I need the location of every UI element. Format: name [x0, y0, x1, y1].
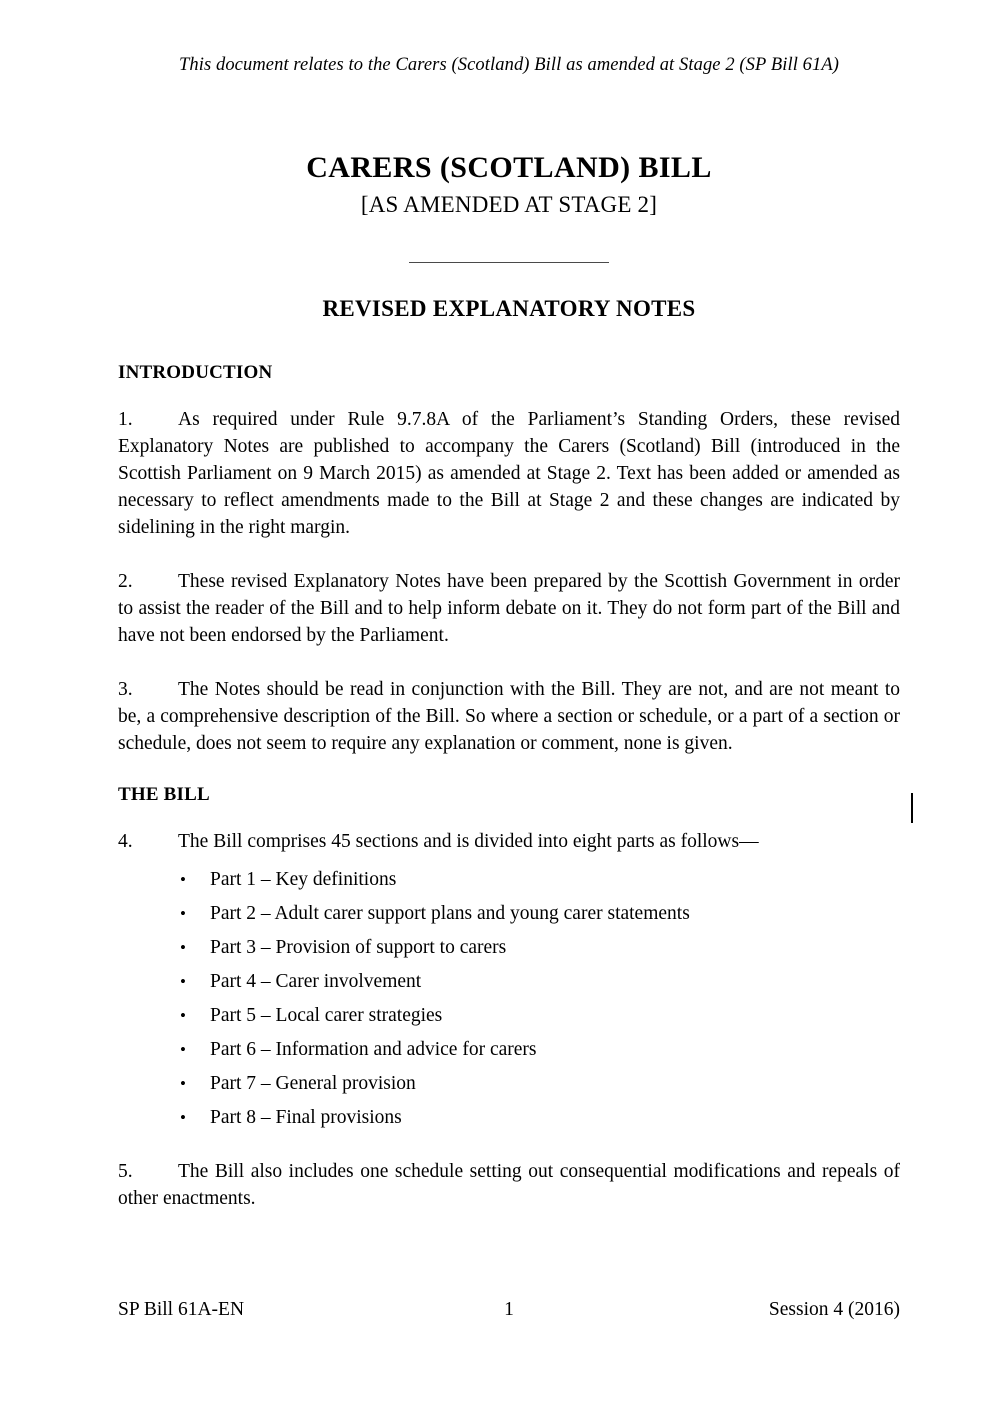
bill-parts-list	[118, 866, 900, 1131]
bill-part-label: Part 7 – General provision	[210, 1073, 416, 1094]
document-body	[118, 362, 900, 1212]
bill-title: CARERS (SCOTLAND) BILL	[306, 151, 712, 184]
bill-part-label: Part 4 – Carer involvement	[210, 971, 422, 992]
bullet-icon: •	[180, 1006, 186, 1025]
paragraph-4-text: The Bill comprises 45 sections and is divided into eight parts as follows—	[178, 831, 759, 852]
bill-part-label: Part 3 – Provision of support to carers	[210, 937, 507, 958]
horizontal-rule	[409, 262, 609, 263]
running-header: This document relates to the Carers (Scotland) Bill as amended at Stage 2 (SP Bill 61A)	[178, 55, 840, 75]
paragraph-5	[118, 1158, 900, 1212]
title-separator	[118, 262, 900, 263]
heading-introduction: INTRODUCTION	[118, 362, 273, 383]
paragraph-1-number: 1.	[118, 409, 133, 430]
bill-part-label: Part 5 – Local carer strategies	[210, 1005, 443, 1026]
list-item	[118, 866, 900, 893]
paragraph-1	[118, 406, 900, 541]
spacer	[118, 384, 900, 406]
list-item	[118, 934, 900, 961]
paragraph-4-number: 4.	[118, 831, 133, 852]
bullet-icon: •	[180, 938, 186, 957]
bill-part-label: Part 8 – Final provisions	[210, 1107, 402, 1128]
bullet-icon: •	[180, 972, 186, 991]
footer-session: Session 4 (2016)	[768, 1299, 900, 1320]
bullet-icon: •	[180, 1108, 186, 1127]
bill-part-label: Part 1 – Key definitions	[210, 869, 397, 890]
list-item	[118, 900, 900, 927]
paragraph-5-number: 5.	[118, 1161, 133, 1182]
paragraph-2-number: 2.	[118, 571, 133, 592]
paragraph-3	[118, 676, 900, 757]
spacer	[118, 757, 900, 784]
paragraph-5-text: The Bill also includes one schedule setting out consequential modifications and repeals of other enactments.	[118, 1161, 900, 1209]
list-item	[118, 968, 900, 995]
spacer	[118, 806, 900, 828]
heading-the-bill: THE BILL	[118, 784, 210, 805]
footer-page-number: 1	[504, 1299, 514, 1320]
bill-part-label: Part 6 – Information and advice for carers	[210, 1039, 537, 1060]
bullet-icon: •	[180, 1040, 186, 1059]
list-item	[118, 1104, 900, 1131]
paragraph-2	[118, 568, 900, 649]
paragraph-1-text: As required under Rule 9.7.8A of the Parliament’s Standing Orders, these revised Explanatory Notes are published to accompany the Carers (Scotland) Bill (introduced in the Scottish Parliament on 9 March 2015) as amended at Stage 2. Text has been added or amended as necessary to reflect amendments made to the Bill at Stage 2 and these changes are indicated by sidelining in the right margin.	[118, 409, 900, 538]
bullet-icon: •	[180, 1074, 186, 1093]
spacer	[118, 1131, 900, 1158]
paragraph-3-text: The Notes should be read in conjunction with the Bill. They are not, and are not meant to be, a comprehensive description of the Bill. So where a section or schedule, or a part of a section or schedule, does not seem to require any explanation or comment, none is given.	[118, 679, 900, 754]
title-block	[118, 150, 900, 322]
sideline-change-bar	[911, 793, 913, 823]
list-item	[118, 1002, 900, 1029]
spacer	[118, 649, 900, 676]
bill-part-label: Part 2 – Adult carer support plans and young carer statements	[210, 903, 690, 924]
paragraph-2-text: These revised Explanatory Notes have been prepared by the Scottish Government in order to assist the reader of the Bill and to help inform debate on it. They do not form part of the Bill and have not been endorsed by the Parliament.	[118, 571, 900, 646]
bill-subtitle: [AS AMENDED AT STAGE 2]	[360, 192, 658, 218]
list-item	[118, 1070, 900, 1097]
bullet-icon: •	[180, 904, 186, 923]
spacer	[118, 541, 900, 568]
bullet-icon: •	[180, 870, 186, 889]
paragraph-4	[118, 828, 900, 855]
list-item	[118, 1036, 900, 1063]
paragraph-3-number: 3.	[118, 679, 133, 700]
explanatory-notes-title: REVISED EXPLANATORY NOTES	[322, 296, 696, 322]
footer-bill-reference: SP Bill 61A-EN	[118, 1299, 245, 1320]
